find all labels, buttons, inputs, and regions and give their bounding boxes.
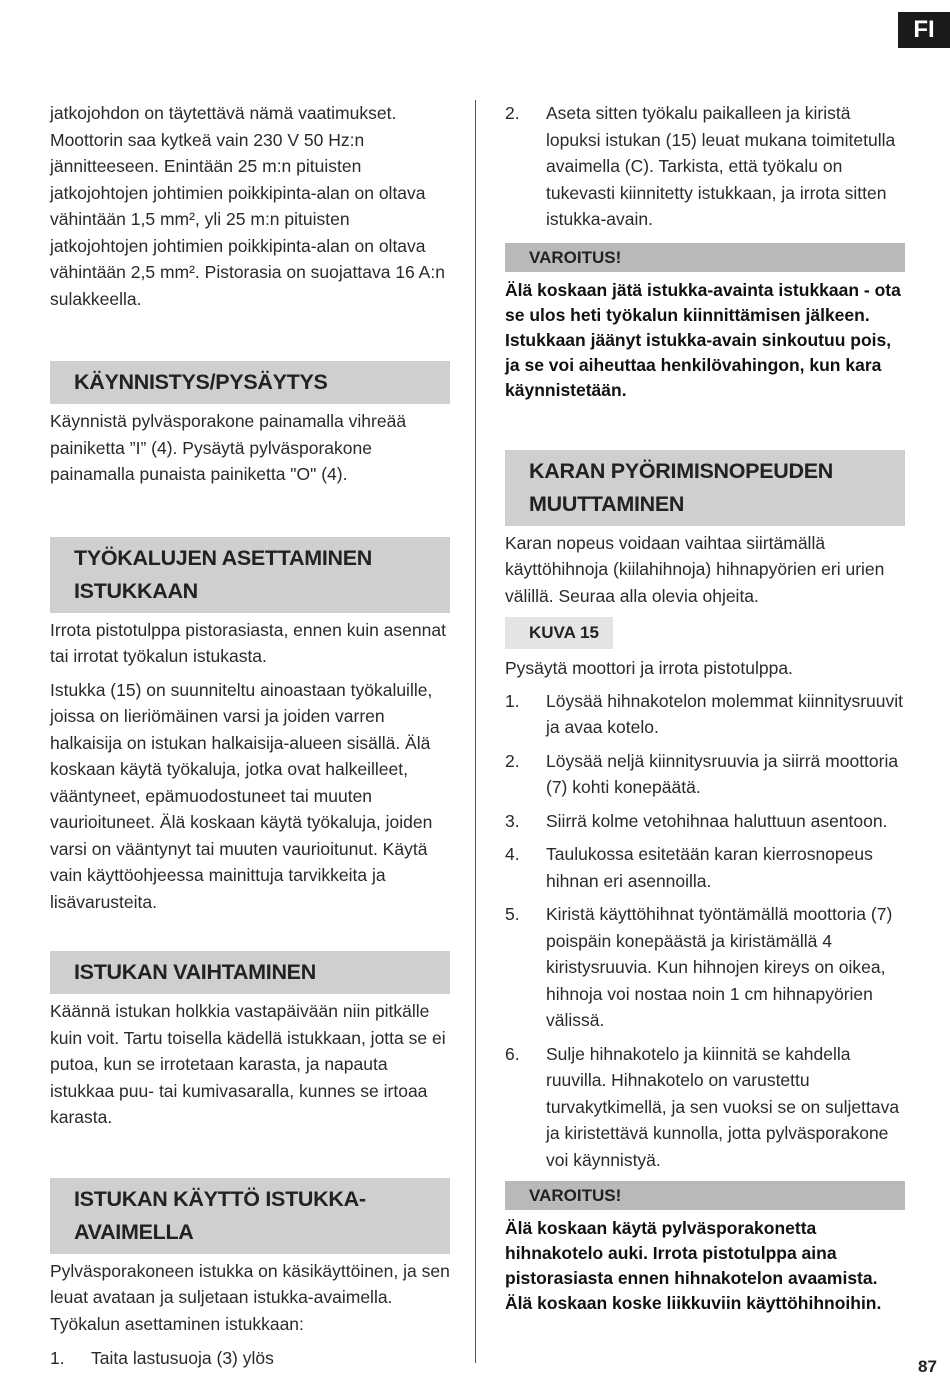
language-tab: FI [898,12,950,48]
list-text: Taita lastusuoja (3) ylös [91,1348,274,1368]
list-item [505,100,905,233]
heading-line-1: ISTUKAN KÄYTTÖ ISTUKKA- [74,1186,366,1211]
warning-text: Älä koskaan käytä pylväsporakonetta hihnakotelo auki. Irrota pistotulppa aina pistorasiasta ennen hihnakotelon avaamista. Älä koskaan koske liikkuviin käyttöhihnoihin. [505,1218,882,1313]
heading-line-1: KARAN PYÖRIMISNOPEUDEN [529,458,833,483]
stop-motor-paragraph: Pysäytä moottori ja irrota pistotulppa. [505,658,793,678]
section-heading-chuck-key [50,1178,450,1254]
chuck-change-paragraph: Käännä istukan holkkia vastapäivään niin pitkälle kuin voit. Tartu toisella kädellä istukkaan, jotta se ei putoa, kun se irrotetaan karasta, ja napauta istukkaa puu- tai kumivasaralla, kunnes se irtoaa karasta. [50,1001,446,1127]
list-item [50,1345,450,1372]
page-number: 87 [918,1357,937,1376]
list-number: 6. [505,1043,520,1064]
list-text: Löysää hihnakotelon molemmat kiinnitysruuvit ja avaa kotelo. [546,690,903,737]
spindle-speed-paragraph: Karan nopeus voidaan vaihtaa siirtämällä käyttöhihnoja (kiilahihnoja) hihnapyörien eri urien välillä. Seuraa alla olevia ohjeita. [505,532,885,606]
list-item [505,1041,905,1174]
intro-paragraph: jatkojohdon on täytettävä nämä vaatimukset. Moottorin saa kytkeä vain 230 V 50 Hz:n jännitteeseen. Enintään 25 m:n pituisten jatkojohtojen johtimien poikkipinta-alan on oltava vähintään 1,5 mm², yli 25 m:n pituisten jatkojohtojen johtimien poikkipinta-alan on oltava vähintään 2,5 mm². Pistorasia on suojattava 16 A:n sulakkeella. [50,103,445,309]
section-heading-spindle-speed [505,450,905,526]
section-heading-chuck-change [50,951,450,994]
list-item [505,901,905,1034]
heading-line-1: TYÖKALUJEN ASETTAMINEN [74,545,372,570]
section-heading-start-stop [50,361,450,404]
left-column [50,100,450,1372]
list-item [505,688,905,741]
heading-line-2: AVAIMELLA [74,1219,194,1244]
start-stop-paragraph: Käynnistä pylväsporakone painamalla vihreää painiketta ”I” (4). Pysäytä pylväsporakone painamalla punaista painiketta "O" (4). [50,411,407,484]
column-divider [475,100,476,1363]
list-text: Löysää neljä kiinnitysruuvia ja siirrä moottoria (7) kohti konepäätä. [546,750,899,797]
figure-label: KUVA 15 [505,617,613,649]
list-number: 2. [505,103,520,123]
figure-reference [505,617,905,649]
list-number: 2. [505,750,520,771]
list-number: 5. [505,904,520,924]
heading-line-2: ISTUKKAAN [74,578,198,603]
warning-label: VAROITUS! [505,1181,905,1210]
list-text: Siirrä kolme vetohihnaa haluttuun asentoon. [546,810,888,831]
warning-text: Älä koskaan jätä istukka-avainta istukkaan - ota se ulos heti työkalun kiinnittämisen jälkeen. Istukkaan jäänyt istukka-avain sinkoutuu pois, ja se voi aiheuttaa henkilövahingon, kun kara käynnistetään. [505,279,901,400]
chuck-tools-paragraph: Istukka (15) on suunniteltu ainoastaan työkaluille, joissa on lieriömäinen varsi ja joiden varren halkaisija on istukan halkaisija-alueen sisällä. Älä koskaan käytä työkaluja, jotka ovat halkeilleet, vääntyneet, epämuodostuneet tai muuten vaurioituneet. Älä koskaan käytä työkaluja, joiden varsi on vääntynyt tai muuten vaurioitunut. Käytä vain käyttöohjeessa mainittuja tarvikkeita ja lisävarusteita. [50,679,433,912]
unplug-paragraph: Irrota pistotulppa pistorasiasta, ennen kuin asennat tai irrotat työkalun istukasta. [50,619,446,666]
list-item [505,808,905,835]
list-text: Aseta sitten työkalu paikalleen ja kiristä lopuksi istukan (15) leuat mukana toimitetulla avaimella (C). Tarkista, että työkalu on tukevasti kiinnitetty istukkaan, ja irrota sitten istukka-avain. [546,103,896,229]
list-text: Sulje hihnakotelo ja kiinnitä se kahdella ruuvilla. Hihnakotelo on varustettu turvakytkimellä, ja sen vuoksi se on suljettava ja kiristettävä kunnolla, jotta pylväsporakone voi käynnistyä. [546,1043,900,1170]
heading-text: KÄYNNISTYS/PYSÄYTYS [74,370,328,394]
heading-text: ISTUKAN VAIHTAMINEN [74,960,316,984]
warning-label: VAROITUS! [505,243,905,272]
list-item [505,748,905,801]
heading-line-2: MUUTTAMINEN [529,491,685,516]
list-text: Taulukossa esitetään karan kierrosnopeus hihnan eri asennoilla. [546,844,873,891]
list-item [505,841,905,894]
steps-list [505,688,905,1174]
list-number: 3. [505,810,520,831]
list-text: Kiristä käyttöhihnat työntämällä moottoria (7) poispäin konepäästä ja kiristämällä 4 kiristysruuvia. Kun hihnojen kireys on oikea, hihnoja voi nostaa noin 1 cm hihnapyörien välissä. [546,904,893,1030]
list-number: 1. [50,1348,65,1368]
right-column [505,100,905,1316]
section-heading-tool-insert [50,537,450,613]
list-number: 1. [505,690,520,711]
chuck-key-paragraph: Pylväsporakoneen istukka on käsikäyttöinen, ja sen leuat avataan ja suljetaan istukka-avaimella. Työkalun asettaminen istukkaan: [50,1260,450,1334]
list-number: 4. [505,844,520,864]
